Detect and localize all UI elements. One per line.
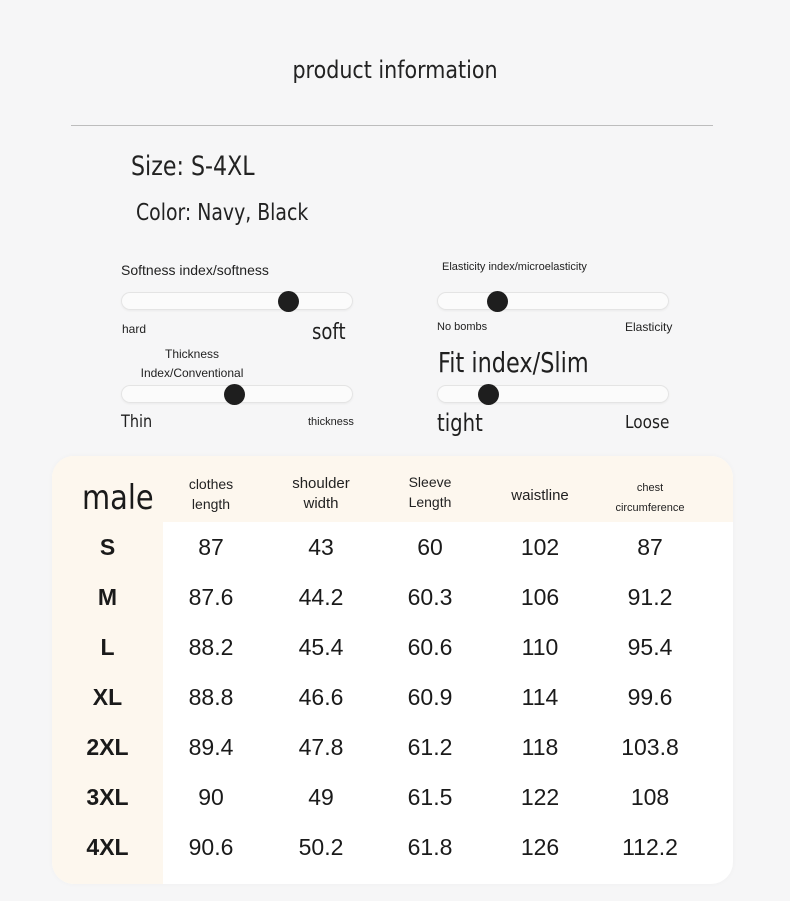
table-cell: 91.2	[627, 584, 673, 610]
table-size-cell: L	[100, 634, 115, 660]
table-cell: 46.6	[298, 684, 344, 710]
softness-slider-knob	[278, 291, 299, 312]
table-size-cell: 4XL	[86, 834, 129, 860]
table-cell: 61.8	[407, 834, 453, 860]
size-info: Size: S-4XL	[131, 151, 255, 182]
table-cell: 88.2	[188, 634, 234, 660]
table-cell: 49	[308, 784, 334, 810]
table-cell: 102	[520, 534, 560, 560]
table-cell: 61.2	[407, 734, 453, 760]
thickness-label-line1: Thickness	[164, 347, 220, 361]
table-cell: 110	[521, 634, 559, 660]
elasticity-right-label: Elasticity	[625, 320, 673, 334]
table-size-column-bg	[52, 456, 163, 884]
table-cell: 118	[521, 734, 559, 760]
elasticity-left-label: No bombs	[437, 321, 488, 333]
table-cell: 43	[308, 534, 334, 560]
table-cell: 106	[520, 584, 560, 610]
color-info: Color: Navy, Black	[136, 200, 309, 226]
table-size-cell: S	[99, 534, 116, 560]
size-table	[52, 456, 733, 884]
softness-slider-track	[121, 292, 353, 310]
table-cell: 99.6	[627, 684, 673, 710]
fit-slider-knob	[478, 384, 499, 405]
table-cell: 88.8	[188, 684, 234, 710]
fit-left-label: tight	[437, 409, 483, 437]
table-size-cell: 3XL	[86, 784, 129, 810]
table-cell: 87	[637, 534, 663, 560]
table-cell: 87	[198, 534, 224, 560]
table-cell: 126	[520, 834, 560, 860]
table-cell: 44.2	[298, 584, 344, 610]
table-header-cell	[370, 472, 490, 512]
table-size-cell: XL	[92, 684, 123, 710]
table-header-text: Length	[408, 494, 452, 510]
table-header-text: width	[303, 495, 339, 512]
table-header-text: waistline	[511, 487, 569, 504]
table-cell: 87.6	[188, 584, 234, 610]
table-size-cell: 2XL	[86, 734, 129, 760]
table-header-text: circumference	[615, 502, 685, 514]
table-cell: 90.6	[188, 834, 234, 860]
elasticity-slider-track	[437, 292, 669, 310]
softness-left-label: hard	[122, 322, 147, 336]
table-cell: 114	[521, 684, 559, 710]
softness-label: Softness index/softness	[121, 262, 269, 278]
page-title: product information	[292, 56, 498, 84]
table-header-text: length	[191, 496, 231, 512]
table-cell: 60	[417, 534, 443, 560]
table-header-text: shoulder	[292, 475, 350, 492]
table-size-cell: M	[97, 584, 118, 610]
fit-right-label: Loose	[625, 412, 670, 433]
table-header-text: clothes	[188, 476, 234, 492]
thickness-label	[121, 345, 263, 383]
table-header-cell	[261, 474, 381, 514]
table-header-text: chest	[636, 482, 664, 494]
thickness-left-label: Thin	[121, 412, 153, 432]
elasticity-slider-knob	[487, 291, 508, 312]
elasticity-label: Elasticity index/microelasticity	[442, 261, 587, 273]
table-header-cell	[480, 486, 600, 506]
table-cell: 60.9	[407, 684, 453, 710]
table-cell: 95.4	[627, 634, 673, 660]
table-cell: 103.8	[621, 734, 679, 760]
table-cell: 45.4	[298, 634, 344, 660]
table-header-cell	[151, 474, 271, 514]
table-header-cell	[590, 478, 710, 518]
thickness-label-line2: Index/Conventional	[140, 366, 244, 380]
table-cell: 50.2	[298, 834, 344, 860]
table-cell: 122	[520, 784, 560, 810]
fit-slider-track	[437, 385, 669, 403]
table-header-text: Sleeve	[408, 474, 452, 490]
table-cell: 112.2	[622, 834, 678, 860]
title-divider	[71, 125, 713, 126]
table-cell: 60.3	[407, 584, 453, 610]
table-cell: 60.6	[407, 634, 453, 660]
table-cell: 108	[630, 784, 670, 810]
table-corner-label: male	[82, 478, 154, 518]
table-cell: 61.5	[407, 784, 453, 810]
fit-label: Fit index/Slim	[438, 346, 589, 379]
thickness-right-label: thickness	[308, 416, 354, 428]
softness-right-label: soft	[312, 320, 346, 345]
table-cell: 90	[198, 784, 224, 810]
table-cell: 47.8	[298, 734, 344, 760]
table-cell: 89.4	[188, 734, 234, 760]
